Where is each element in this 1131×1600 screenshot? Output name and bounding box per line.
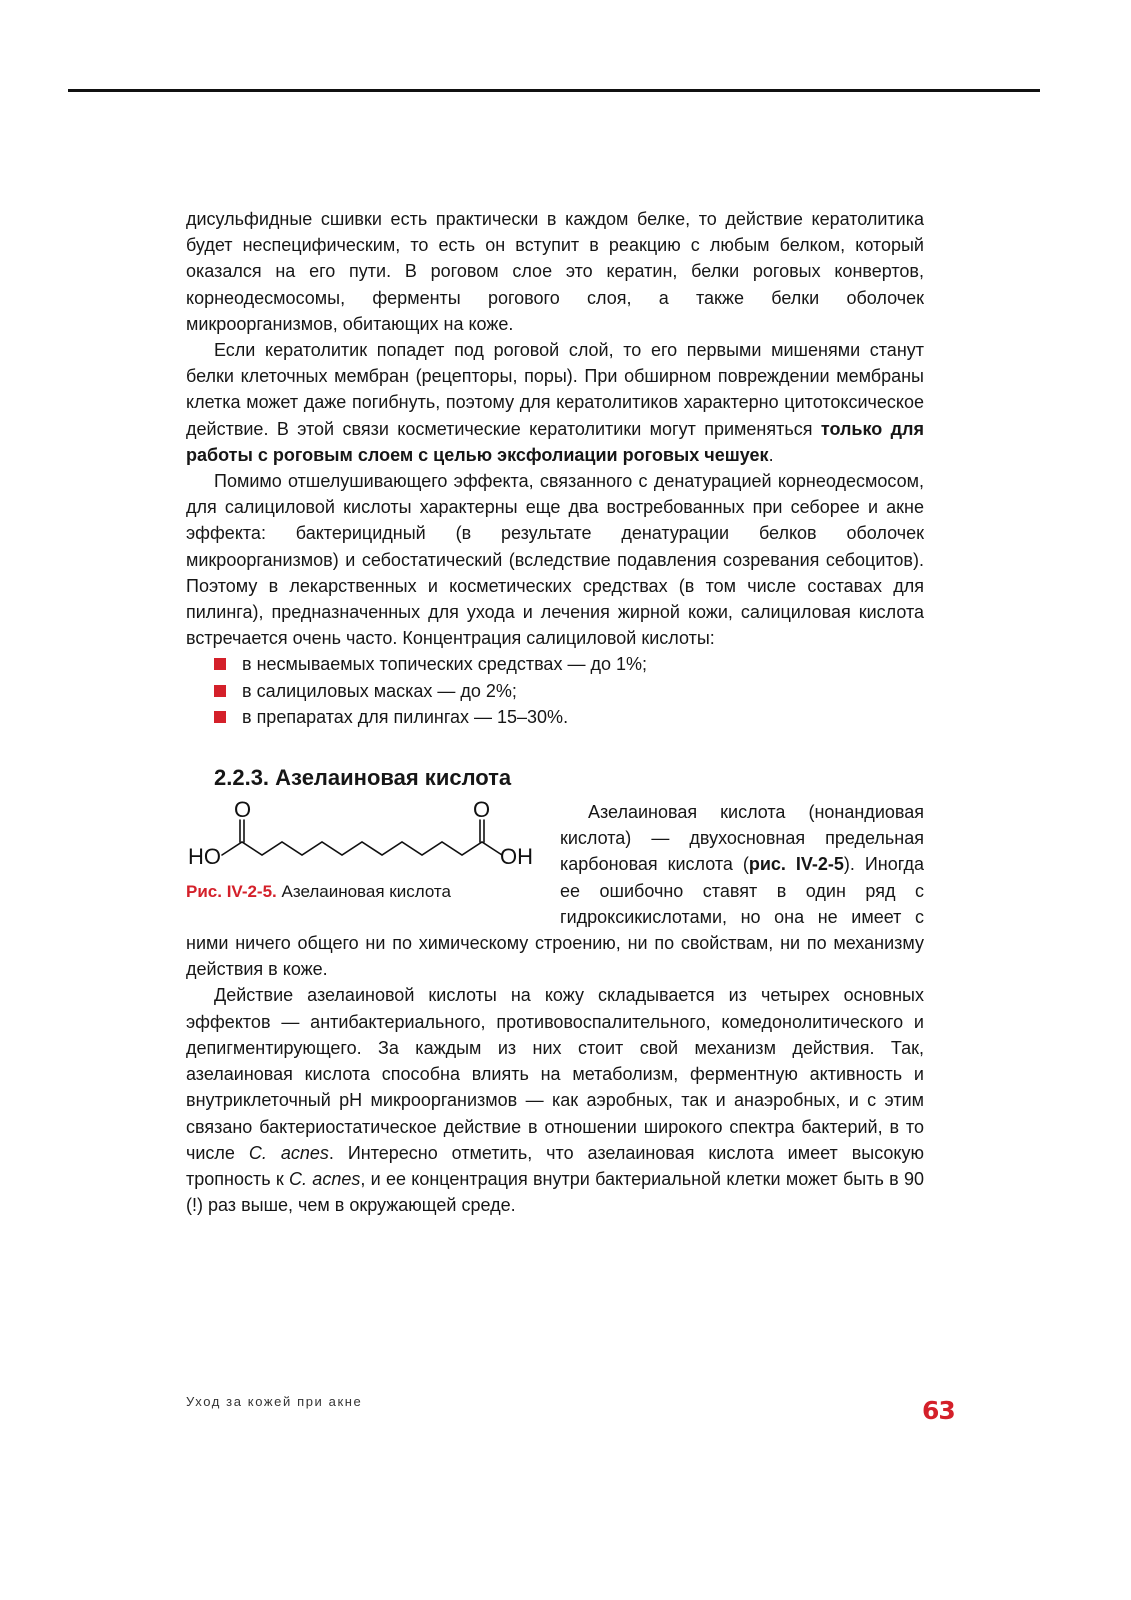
figure-reference: рис. IV-2-5 [748, 854, 844, 875]
page-number: 63 [922, 1396, 955, 1425]
atom-o-right: O [473, 799, 491, 823]
red-square-bullet-icon [214, 685, 226, 697]
paragraph-azelaic-effects-mid: . Интересно отметить, что азелаиновая кислота имеет высокую тропность к [186, 1142, 924, 1189]
list-item-text: в несмываемых топических средствах — до 1%; [242, 654, 647, 675]
list-item-text: в препаратах для пилингах — 15–30%. [242, 706, 569, 727]
paragraph-azelaic-effects-text: Действие азелаиновой кислоты на кожу складывается из четырех основных эффектов — антибактериального, противовоспалительного, комедонолитического и депигментирующего. За каждым из них стоит свой механизм действия. Так, азелаиновая кислота способна влиять на метаболизм, ферментную активность и внутриклеточный pH микроорганизмов — как аэробных, так и анаэробных, и с этим связано бактериостатическое действие в отношении широкого спектра бактерий, в то числе [186, 985, 924, 1163]
species-name: C. acnes [248, 1142, 329, 1163]
figure-caption-text: Азелаиновая кислота [276, 882, 451, 902]
azelaic-acid-structure [186, 799, 560, 881]
paragraph-disulfide: дисульфидные сшивки есть практически в каждом белке, то действие кератолитика будет неспецифическим, то есть он вступит в реакцию с любым белком, который оказался на его пути. В роговом слое это кератин, белки роговых конвертов, корнеодесмосомы, ферменты рогового слоя, а также белки оболочек микроорганизмов, обитающих на коже. [186, 209, 924, 334]
running-footer-title: Уход за кожей при акне [186, 1394, 363, 1409]
paragraph-keratolytic [186, 337, 924, 468]
concentration-list [186, 651, 924, 730]
group-oh-right: OH [500, 844, 533, 870]
figure-caption-label: Рис. IV-2-5. [186, 882, 277, 902]
figure-azelaic-acid [186, 799, 560, 929]
group-ho-left: HO [188, 844, 221, 870]
paragraph-azelaic-intro-text: Азелаиновая кислота (нонандиовая кислота) — двухосновная предельная карбоновая кислота ( [560, 802, 924, 875]
list-item-text: в салициловых масках — до 2%; [242, 680, 517, 701]
section-heading: 2.2.3. Азелаиновая кислота [214, 765, 512, 791]
list-item [186, 651, 924, 677]
red-square-bullet-icon [214, 658, 226, 670]
paragraph-salicylic: Помимо отшелушивающего эффекта, связанного с денатурацией корнеодесмосом, для салициловой кислоты характерны еще два востребованных при себорее и акне эффекта: бактерицидный (в результате денатурации белков оболочек микроорганизмов) и себостатический (вследствие подавления созревания себоцитов). Поэтому в лекарственных и косметических средствах (в том числе составах для пилинга), предназначенных для ухода и лечения жирной кожи, салициловая кислота встречается очень часто. Концентрация салициловой кислоты: [186, 471, 924, 649]
paragraph-azelaic-effects [186, 982, 924, 1218]
paragraph-azelaic-intro-end: ). Иногда ее ошибочно ставят в один ряд с гидроксикислотами, но она не имеет с ними ничего общего ни по химическому строению, ни по свойствам, ни по механизму действия в коже. [186, 854, 924, 980]
list-item [186, 704, 924, 730]
figure-caption [186, 881, 451, 903]
paragraph-keratolytic-bold: только для работы с роговым слоем с целью эксфолиации роговых чешуек [186, 418, 924, 465]
page-body [186, 206, 924, 1218]
carbon-chain-bonds [222, 842, 502, 855]
species-name: C. acnes [289, 1168, 361, 1189]
paragraph-keratolytic-text: Если кератолитик попадет под роговой слой, то его первыми мишенями станут белки клеточных мембран (рецепторы, поры). При обширном повреждении мембраны клетка может даже погибнуть, поэтому для кератолитиков характерно цитотоксическое действие. В этой связи косметические кератолитики могут применяться [186, 340, 924, 439]
paragraph-keratolytic-end: . [768, 444, 774, 465]
atom-o-left: O [234, 799, 252, 823]
red-square-bullet-icon [214, 711, 226, 723]
list-item [186, 678, 924, 704]
paragraph-azelaic-effects-end: , и ее концентрация внутри бактериальной клетки может быть в 90 (!) раз выше, чем в окружающей среде. [186, 1168, 924, 1216]
header-rule [68, 89, 1040, 92]
